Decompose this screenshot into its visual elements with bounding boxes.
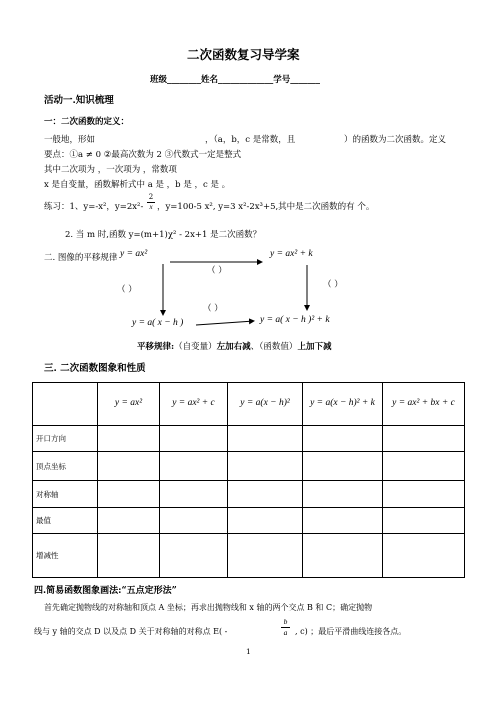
table-cell[interactable] [160,534,228,578]
table-header: y = ax² [98,383,160,426]
shift-rule-label: 平移规律: [137,342,175,352]
fraction-denominator: a [283,628,288,637]
paren-left: （ ） [117,285,137,295]
paren-bottom: （ ） [203,304,223,314]
five-point-heading: 四.简易函数图象画法:“五点定形法” [34,586,177,596]
definition-line-2: 要点：①a ≠ 0 ②最高次数为 2 ③代数式一定是整式 [44,150,242,160]
five-point-fraction [281,617,290,638]
row-label: 开口方向 [33,426,98,452]
table-cell[interactable] [383,534,465,578]
table-row [33,481,465,508]
fraction-denominator: x [149,203,153,211]
question-2: 2. 当 m 时,函数 y=(m+1)χ² - 2x+1 是二次函数？ [65,230,262,240]
practice-line-b: ，y=100-5 x², y=3 x²-2x³+5,其中是二次函数的有 个。 [157,202,375,212]
table-cell[interactable] [228,508,303,534]
table-cell[interactable] [303,534,383,578]
table-cell[interactable] [160,481,228,508]
five-point-line-2a: 线与 y 轴的交点 D 以及点 D 关于对称轴的对称点 E( - [34,627,228,636]
table-cell[interactable] [98,481,160,508]
shift-rule-d: 上加下减 [297,342,332,352]
table-cell[interactable] [303,452,383,481]
table-cell[interactable] [228,452,303,481]
page-number: 1 [246,647,251,656]
definition-line-1b: ，（a，b，c 是常数，且 [205,135,296,145]
shift-rule-c: 、（函数值） [250,342,298,352]
table-row [33,426,465,452]
definition-line-1c: ）的函数为二次函数。定义 [344,135,447,145]
table-cell[interactable] [160,426,228,452]
translation-heading: 二. 图像的平移规律 [44,253,118,263]
table-row [33,534,465,578]
five-point-line-1: 首先确定抛物线的对称轴和顶点 A 坐标；再求出抛物线和 x 轴的两个交点 B 和 C；确定抛物 [44,603,373,612]
table-header: y = ax² + c [160,383,228,426]
page-title: 二次函数复习导学案 [187,47,300,62]
activity-heading: 活动一.知识梳理 [44,95,114,106]
table-cell[interactable] [383,481,465,508]
paren-right: （ ） [323,280,343,290]
table-row [33,508,465,534]
formula-bottom-right: y = a( x − h )² + k [260,315,330,325]
properties-table [32,382,465,578]
table-cell[interactable] [383,508,465,534]
five-point-line-2b: , c) ；最后平滑曲线连接各点。 [295,627,407,636]
table-cell[interactable] [303,508,383,534]
row-label: 增减性 [33,534,98,578]
table-cell[interactable] [98,452,160,481]
table-cell[interactable] [228,481,303,508]
practice-line-a: 练习：1、y=-x²，y=2x²- [44,202,144,212]
formula-top-right: y = ax² + k [270,249,313,259]
table-header: y = a(x − h)² + k [303,383,383,426]
table-row [33,452,465,481]
table-cell[interactable] [383,426,465,452]
table-cell[interactable] [228,426,303,452]
table-cell[interactable] [98,426,160,452]
definition-line-4: x 是自变量，函数解析式中 a 是 ，b 是 ，c 是 。 [44,180,231,190]
paren-top: （ ） [207,266,227,276]
table-header-row [33,383,465,426]
formula-top-left: y = ax² [120,249,148,259]
shift-rule-b: 左加右减 [216,342,251,352]
shift-rule [137,342,331,352]
row-label: 最值 [33,508,98,534]
formula-bottom-left: y = a( x − h ) [132,318,184,328]
table-cell[interactable] [160,508,228,534]
definition-heading: 一：二次函数的定义： [44,117,130,127]
definition-line-3: 其中二次项为 ，一次项为 ，常数项 [44,165,177,175]
shift-rule-a: （自变量） [174,342,217,352]
properties-heading: 三. 二次函数图象和性质 [44,363,146,374]
fraction-numerator: 2 [148,193,154,201]
arrow-bottom [196,321,254,325]
table-cell[interactable] [303,481,383,508]
table-cell[interactable] [160,452,228,481]
table-cell[interactable] [228,534,303,578]
table-cell[interactable] [98,508,160,534]
student-info-line: 班级________姓名_____________学号_______ [150,75,321,85]
table-header: y = ax² + bx + c [383,383,465,426]
definition-line-1a: 一般地，形如 [44,135,96,145]
fraction-numerator: b [281,617,290,628]
table-cell[interactable] [98,534,160,578]
row-label: 对称轴 [33,481,98,508]
table-cell[interactable] [303,426,383,452]
table-cell[interactable] [383,452,465,481]
row-label: 顶点坐标 [33,452,98,481]
table-corner [33,383,98,426]
table-header: y = a(x − h)² [228,383,303,426]
